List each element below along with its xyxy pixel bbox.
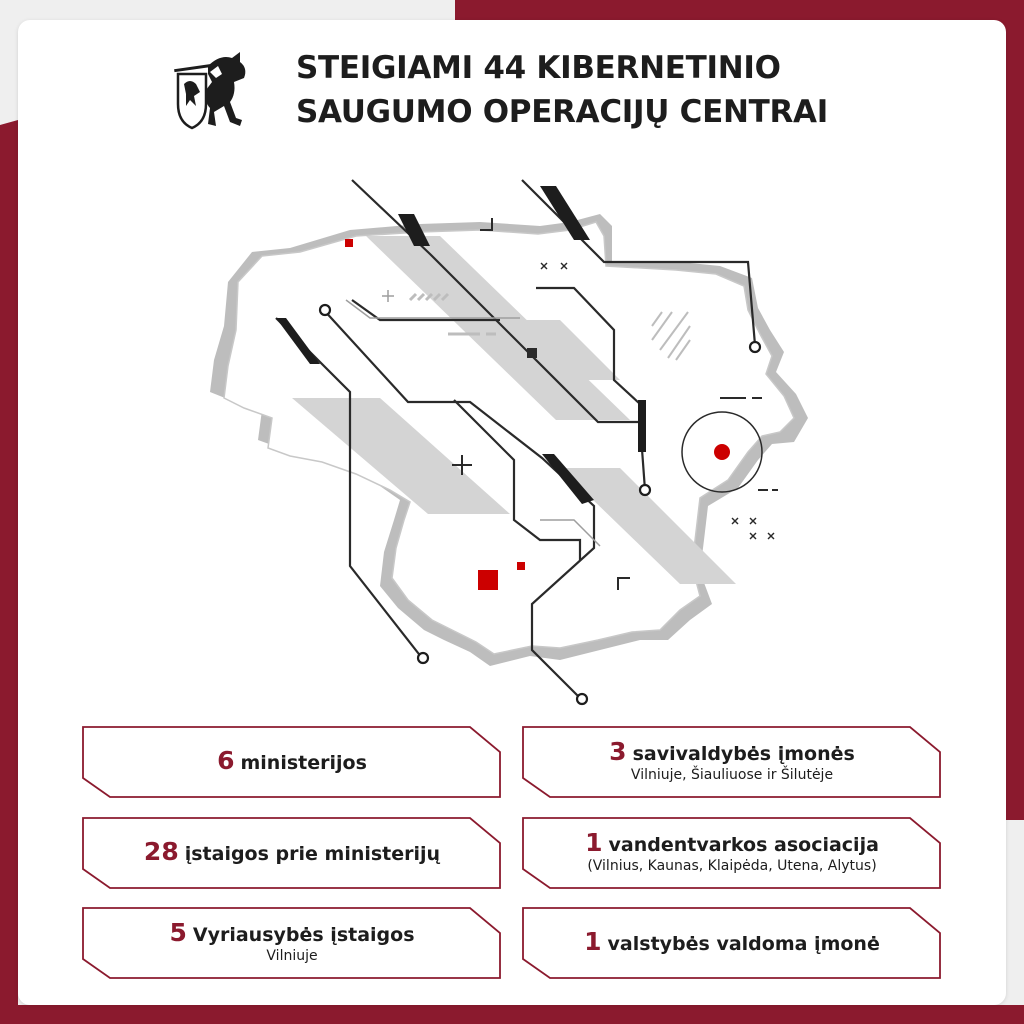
box-title: [585, 828, 879, 857]
map-land-shape: [224, 222, 794, 654]
info-box-ministries: [82, 726, 502, 798]
box-label: savivaldybės įmonės: [632, 743, 855, 765]
box-subtitle: Vilniuje, Šiauliuose ir Šilutėje: [630, 767, 834, 783]
thick-bar-5: [638, 400, 646, 452]
info-box-government-institutions: [82, 907, 502, 979]
title-line-1: STEIGIAMI 44 KIBERNETINIO: [296, 50, 781, 86]
box-label: valstybės valdoma įmonė: [607, 933, 880, 955]
box-number: 3: [609, 737, 627, 766]
box-title: [143, 837, 441, 866]
red-square-large: [478, 570, 498, 590]
info-box-state-owned-company: [522, 907, 942, 979]
box-title: [169, 918, 415, 947]
box-label: ministerijos: [240, 752, 367, 774]
box-title: [217, 746, 367, 775]
box-title: [584, 927, 880, 956]
box-label: Vyriausybės įstaigos: [192, 924, 415, 946]
info-box-institutions-under-ministries: [82, 817, 502, 889]
info-box-municipal-companies: [522, 726, 942, 798]
info-box-water-association: [522, 817, 942, 889]
box-number: 6: [217, 746, 235, 775]
box-subtitle: Vilniuje: [266, 948, 318, 964]
box-label: vandentvarkos asociacija: [608, 834, 879, 856]
box-number: 5: [169, 918, 187, 947]
box-label: įstaigos prie ministerijų: [184, 843, 441, 865]
box-subtitle: (Vilnius, Kaunas, Klaipėda, Utena, Alytus): [587, 858, 877, 874]
box-number: 1: [585, 828, 603, 857]
red-square-small-1: [345, 239, 353, 247]
box-title: [609, 737, 855, 766]
bottom-maroon-band: [0, 1005, 1024, 1024]
red-square-small-2: [517, 562, 525, 570]
target-red-dot: [714, 444, 730, 460]
box-number: 28: [143, 837, 179, 866]
box-number: 1: [584, 927, 602, 956]
title-line-2: SAUGUMO OPERACIJŲ CENTRAI: [296, 94, 828, 130]
dark-square: [527, 348, 537, 358]
